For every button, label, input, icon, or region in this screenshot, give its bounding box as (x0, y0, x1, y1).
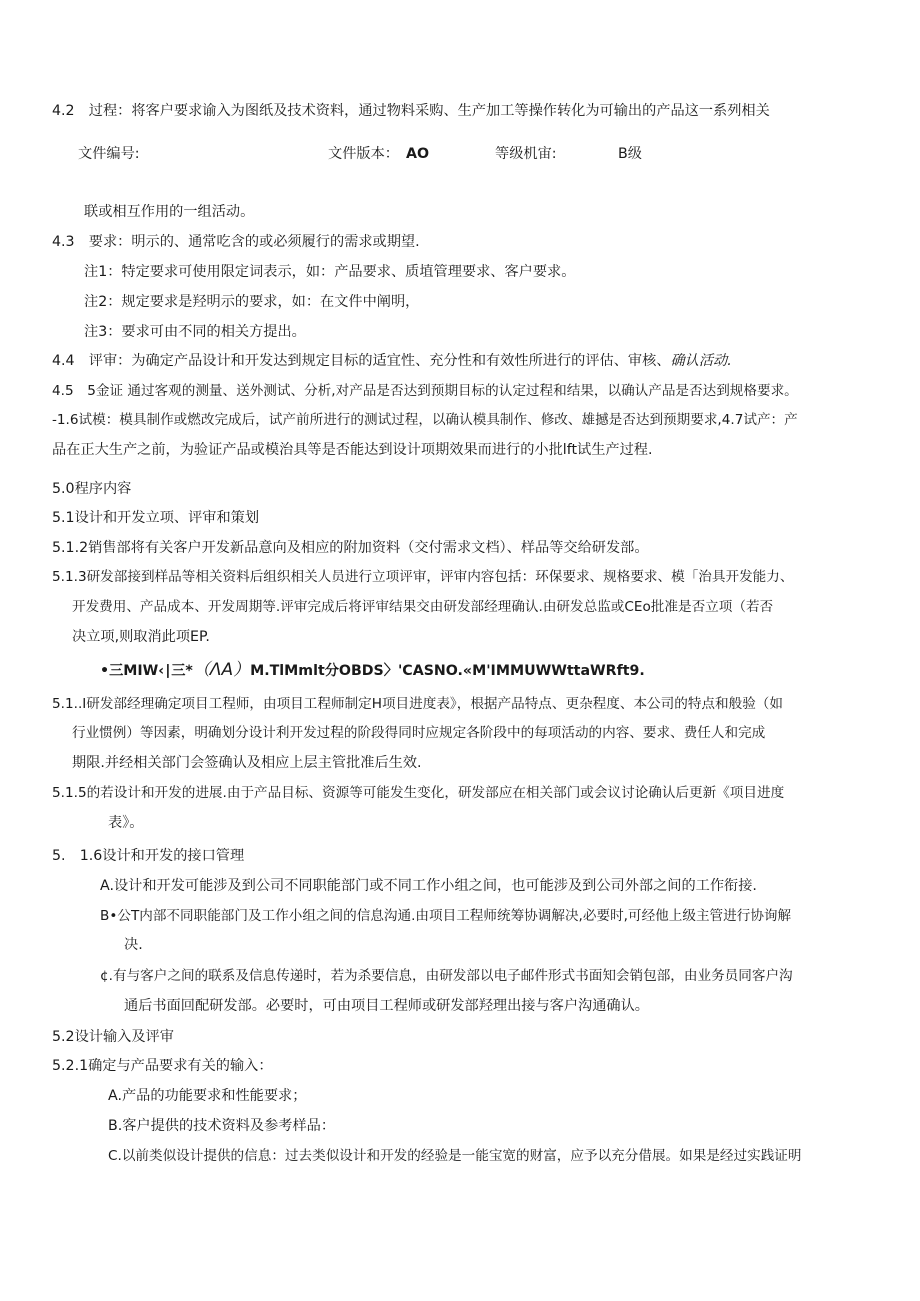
clause-5-1-4-line-3: 期限.并经相关部门会签确认及相应上层主管批准后生效. (72, 755, 422, 771)
clause-5-1-3-line-2: 开发费用、产品成本、开发周期等.评审完成后将评审结果交由研发部经理确认.由研发总监或CEo批准是否立项（若否 (72, 599, 774, 615)
input-item-a: A.产品的功能要求和性能要求； (108, 1088, 307, 1104)
section-5-0-heading: 5.0程序内容 (52, 481, 132, 497)
input-item-c: C.以前类似设计提供的信息：过去类似设计和开发的经验是一能宝宽的财富，应予以充分借展。如果是经过实践证明 (108, 1148, 802, 1164)
interface-item-c: ¢.有与客户之间的联系及信息传递时，若为杀要信息，由研发部以电子邮件形式书面知会销包部，由业务员同客户沟 (100, 968, 793, 984)
note-1: 注1：特定要求可使用限定词表示，如：产品要求、质埴管理要求、客户要求。 (84, 264, 576, 280)
garbled-part-2: （ΛA） (192, 660, 251, 680)
clause-5-1-4-line-2: 行业惯例）等因素，明确划分设计利开发过程的阶段得同时应规定各阶段中的每项活动的内容、要求、费任人和完成 (72, 725, 766, 741)
clause-4-6-trial-mold: -1.6试模：模具制作或燃改完成后，试产前所进行的测试过程，以确认模具制作、修改、雄撼是否达到预期要求,4.7试产：产 (52, 412, 798, 428)
clause-5-2-1: 5.2.1确定与产品要求有关的输入： (52, 1058, 273, 1074)
clause-5-1-3-line-3: 决立项,则取消此项EP. (72, 629, 210, 645)
clause-4-5-verification: 4.5 5金证 通过客观的测量、送外测试、分析,对产品是否达到预期目标的认定过程和结果，以确认产品是否达到规格要求。 (52, 383, 798, 399)
input-item-b: B.客户提供的技术资料及参考样品： (108, 1118, 336, 1134)
interface-item-b: B•公T内部不同职能部门及工作小组之间的信息沟通.由项目工程师统筹协调解决,必要时,可经他上级主管进行协询解 (100, 908, 792, 924)
section-5-2-heading: 5.2设计输入及评审 (52, 1029, 174, 1045)
clause-4-4-italic: 确认活动. (670, 353, 732, 369)
clause-4-3-requirement: 4.3 要求：明示的、通常吃含的或必须履行的需求或期望. (52, 234, 420, 250)
interface-item-b-line-2: 决. (124, 937, 143, 953)
garbled-line (100, 660, 645, 681)
note-3: 注3：要求可由不同的相关方提出。 (84, 324, 306, 340)
note-2: 注2：规定要求是羟明示的要求，如：在文件中阐明， (84, 294, 420, 310)
header-doc-number-label: 文件编号: (78, 146, 140, 162)
garbled-part-3: M.TlMmlt分OBDS〉'CASNO.«M'IMMUWWttaWRft9. (250, 663, 645, 679)
interface-item-c-line-2: 通后书面回配研发部。必要时，可由项目工程师或研发部羟理出接与客户沟通确认。 (124, 998, 649, 1014)
clause-5-1-6-heading: 5. 1.6设计和开发的接口管理 (52, 848, 245, 864)
header-version-value: AO (406, 146, 430, 162)
clause-4-2-process: 4.2 过程：将客户要求谕入为图纸及技术资料，通过物料采购、生产加工等操作转化为可输出的产品这一系列相关 (52, 103, 770, 119)
interface-item-a: A.设计和开发可能涉及到公司不同职能部门或不同工作小组之间，也可能涉及到公司外部之间的工作衔接. (100, 878, 757, 894)
clause-4-7-continued: 品在正大生产之前，为验证产品或模治具等是否能达到设计项期效果而进行的小批lft试生产过程. (52, 442, 653, 458)
section-5-1-heading: 5.1设计和开发立项、评审和策划 (52, 510, 260, 526)
clause-5-1-5: 5.1.5的若设计和开发的进展.由于产品目标、资源等可能发生变化，研发部应在相关部门或会议讨论确认后更新《项目进度 (52, 785, 785, 801)
header-level-label: 等级机宙: (495, 146, 557, 162)
header-version-label: 文件版本： (328, 146, 399, 162)
garbled-part-1: •三MIW‹∣三* (100, 663, 193, 679)
clause-5-1-2: 5.1.2销售部将有关客户开发新品意向及相应的附加资料（交付需求文档）、样品等交给研发部。 (52, 540, 649, 556)
header-level-value: B级 (618, 146, 642, 162)
clause-4-4-text: 4.4 评审：为确定产品设计和开发达到规定目标的适宜性、充分性和有效性所进行的评估、审核、 (52, 353, 671, 369)
clause-4-2-continued: 联或相互作用的一组活动。 (84, 204, 255, 220)
clause-5-1-3: 5.1.3研发部接到样品等相关资料后组织相关人员进行立项评审，评审内容包括：环保要求、规格要求、模「治具开发能力、 (52, 569, 794, 585)
clause-5-1-5-line-2: 表》。 (108, 815, 144, 831)
clause-5-1-4: 5.1..I研发部经理确定项目工程师，由项目工程师制定H项目进度表》，根据产品特点、更杂程度、本公司的特点和般验（如 (52, 696, 783, 712)
clause-4-4-review (52, 351, 732, 371)
